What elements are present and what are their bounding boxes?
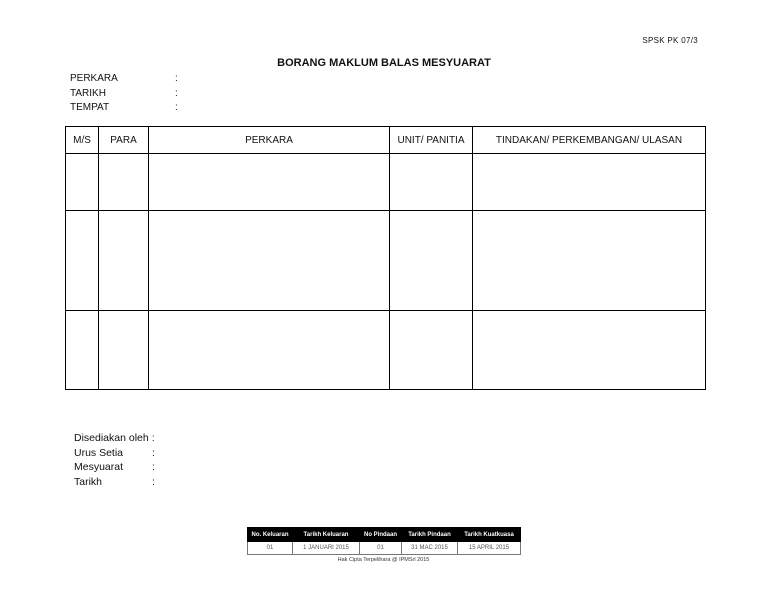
meeting-details — [70, 72, 178, 116]
table-row — [66, 310, 706, 389]
signoff-row-secretariat — [74, 446, 155, 461]
signoff-label: Tarikh — [74, 475, 103, 488]
table-row — [66, 211, 706, 310]
revision-effective-date: 15 APRIL 2015 — [458, 542, 521, 555]
table-cell[interactable] — [99, 310, 149, 389]
revision-amendment-no: 01 — [360, 542, 402, 555]
table-cell[interactable] — [149, 310, 390, 389]
table-cell[interactable] — [66, 154, 99, 211]
revision-header-effective-date: Tarikh Kuatkuasa — [458, 528, 521, 542]
table-cell[interactable] — [149, 154, 390, 211]
column-header-unit-panitia: UNIT/ PANITIA — [390, 127, 473, 154]
meta-row-tempat — [70, 101, 178, 116]
column-header-para: PARA — [99, 127, 149, 154]
column-header-tindakan: TINDAKAN/ PERKEMBANGAN/ ULASAN — [473, 127, 706, 154]
meta-separator: : — [175, 87, 178, 99]
form-title: BORANG MAKLUM BALAS MESYUARAT — [277, 57, 491, 69]
table-cell[interactable] — [390, 310, 473, 389]
table-cell[interactable] — [66, 310, 99, 389]
meta-row-perkara — [70, 72, 178, 87]
meta-separator: : — [175, 73, 178, 84]
table-cell[interactable] — [473, 310, 706, 389]
table-cell[interactable] — [99, 154, 149, 211]
column-header-ms: M/S — [66, 127, 99, 154]
signoff-separator: : — [151, 432, 155, 444]
table-cell[interactable] — [99, 211, 149, 310]
signoff-label: Mesyuarat — [74, 461, 124, 473]
revision-header-amendment-no: No Pindaan — [360, 528, 402, 542]
table-row — [66, 154, 706, 211]
revision-value-row — [248, 542, 521, 555]
table-cell[interactable] — [390, 211, 473, 310]
revision-table — [247, 527, 521, 555]
document-code: SPSK PK 07/3 — [642, 36, 698, 45]
table-cell[interactable] — [66, 211, 99, 310]
table-cell[interactable] — [390, 154, 473, 211]
revision-header-amendment-date: Tarikh Pindaan — [402, 528, 458, 542]
signoff-separator: : — [152, 475, 155, 488]
meta-row-tarikh — [70, 87, 178, 102]
signoff-separator: : — [152, 461, 155, 473]
copyright-notice: Hak Cipta Terpelihara @ IPMSrl 2015 — [337, 557, 430, 563]
revision-header-row — [248, 528, 521, 542]
meta-separator: : — [175, 102, 178, 113]
signoff-label: Urus Setia — [74, 446, 124, 459]
signoff-row-date — [74, 475, 155, 490]
table-cell[interactable] — [473, 211, 706, 310]
signoff-block — [74, 431, 155, 489]
table-cell[interactable] — [149, 211, 390, 310]
table-cell[interactable] — [473, 154, 706, 211]
revision-header-release-no: No. Keluaran — [248, 528, 293, 542]
signoff-label: Disediakan oleh — [74, 432, 149, 444]
signoff-separator: : — [152, 446, 155, 459]
meta-label: TEMPAT — [70, 102, 110, 113]
revision-header-release-date: Tarikh Keluaran — [293, 528, 360, 542]
revision-release-date: 1 JANUARI 2015 — [293, 542, 360, 555]
signoff-row-prepared-by — [74, 431, 155, 446]
revision-release-no: 01 — [248, 542, 293, 555]
feedback-table — [65, 126, 706, 390]
meta-label: TARIKH — [70, 87, 106, 99]
column-header-perkara: PERKARA — [149, 127, 390, 154]
meta-label: PERKARA — [70, 73, 118, 84]
table-header-row — [66, 127, 706, 154]
signoff-row-meeting — [74, 460, 155, 475]
revision-amendment-date: 31 MAC 2015 — [402, 542, 458, 555]
